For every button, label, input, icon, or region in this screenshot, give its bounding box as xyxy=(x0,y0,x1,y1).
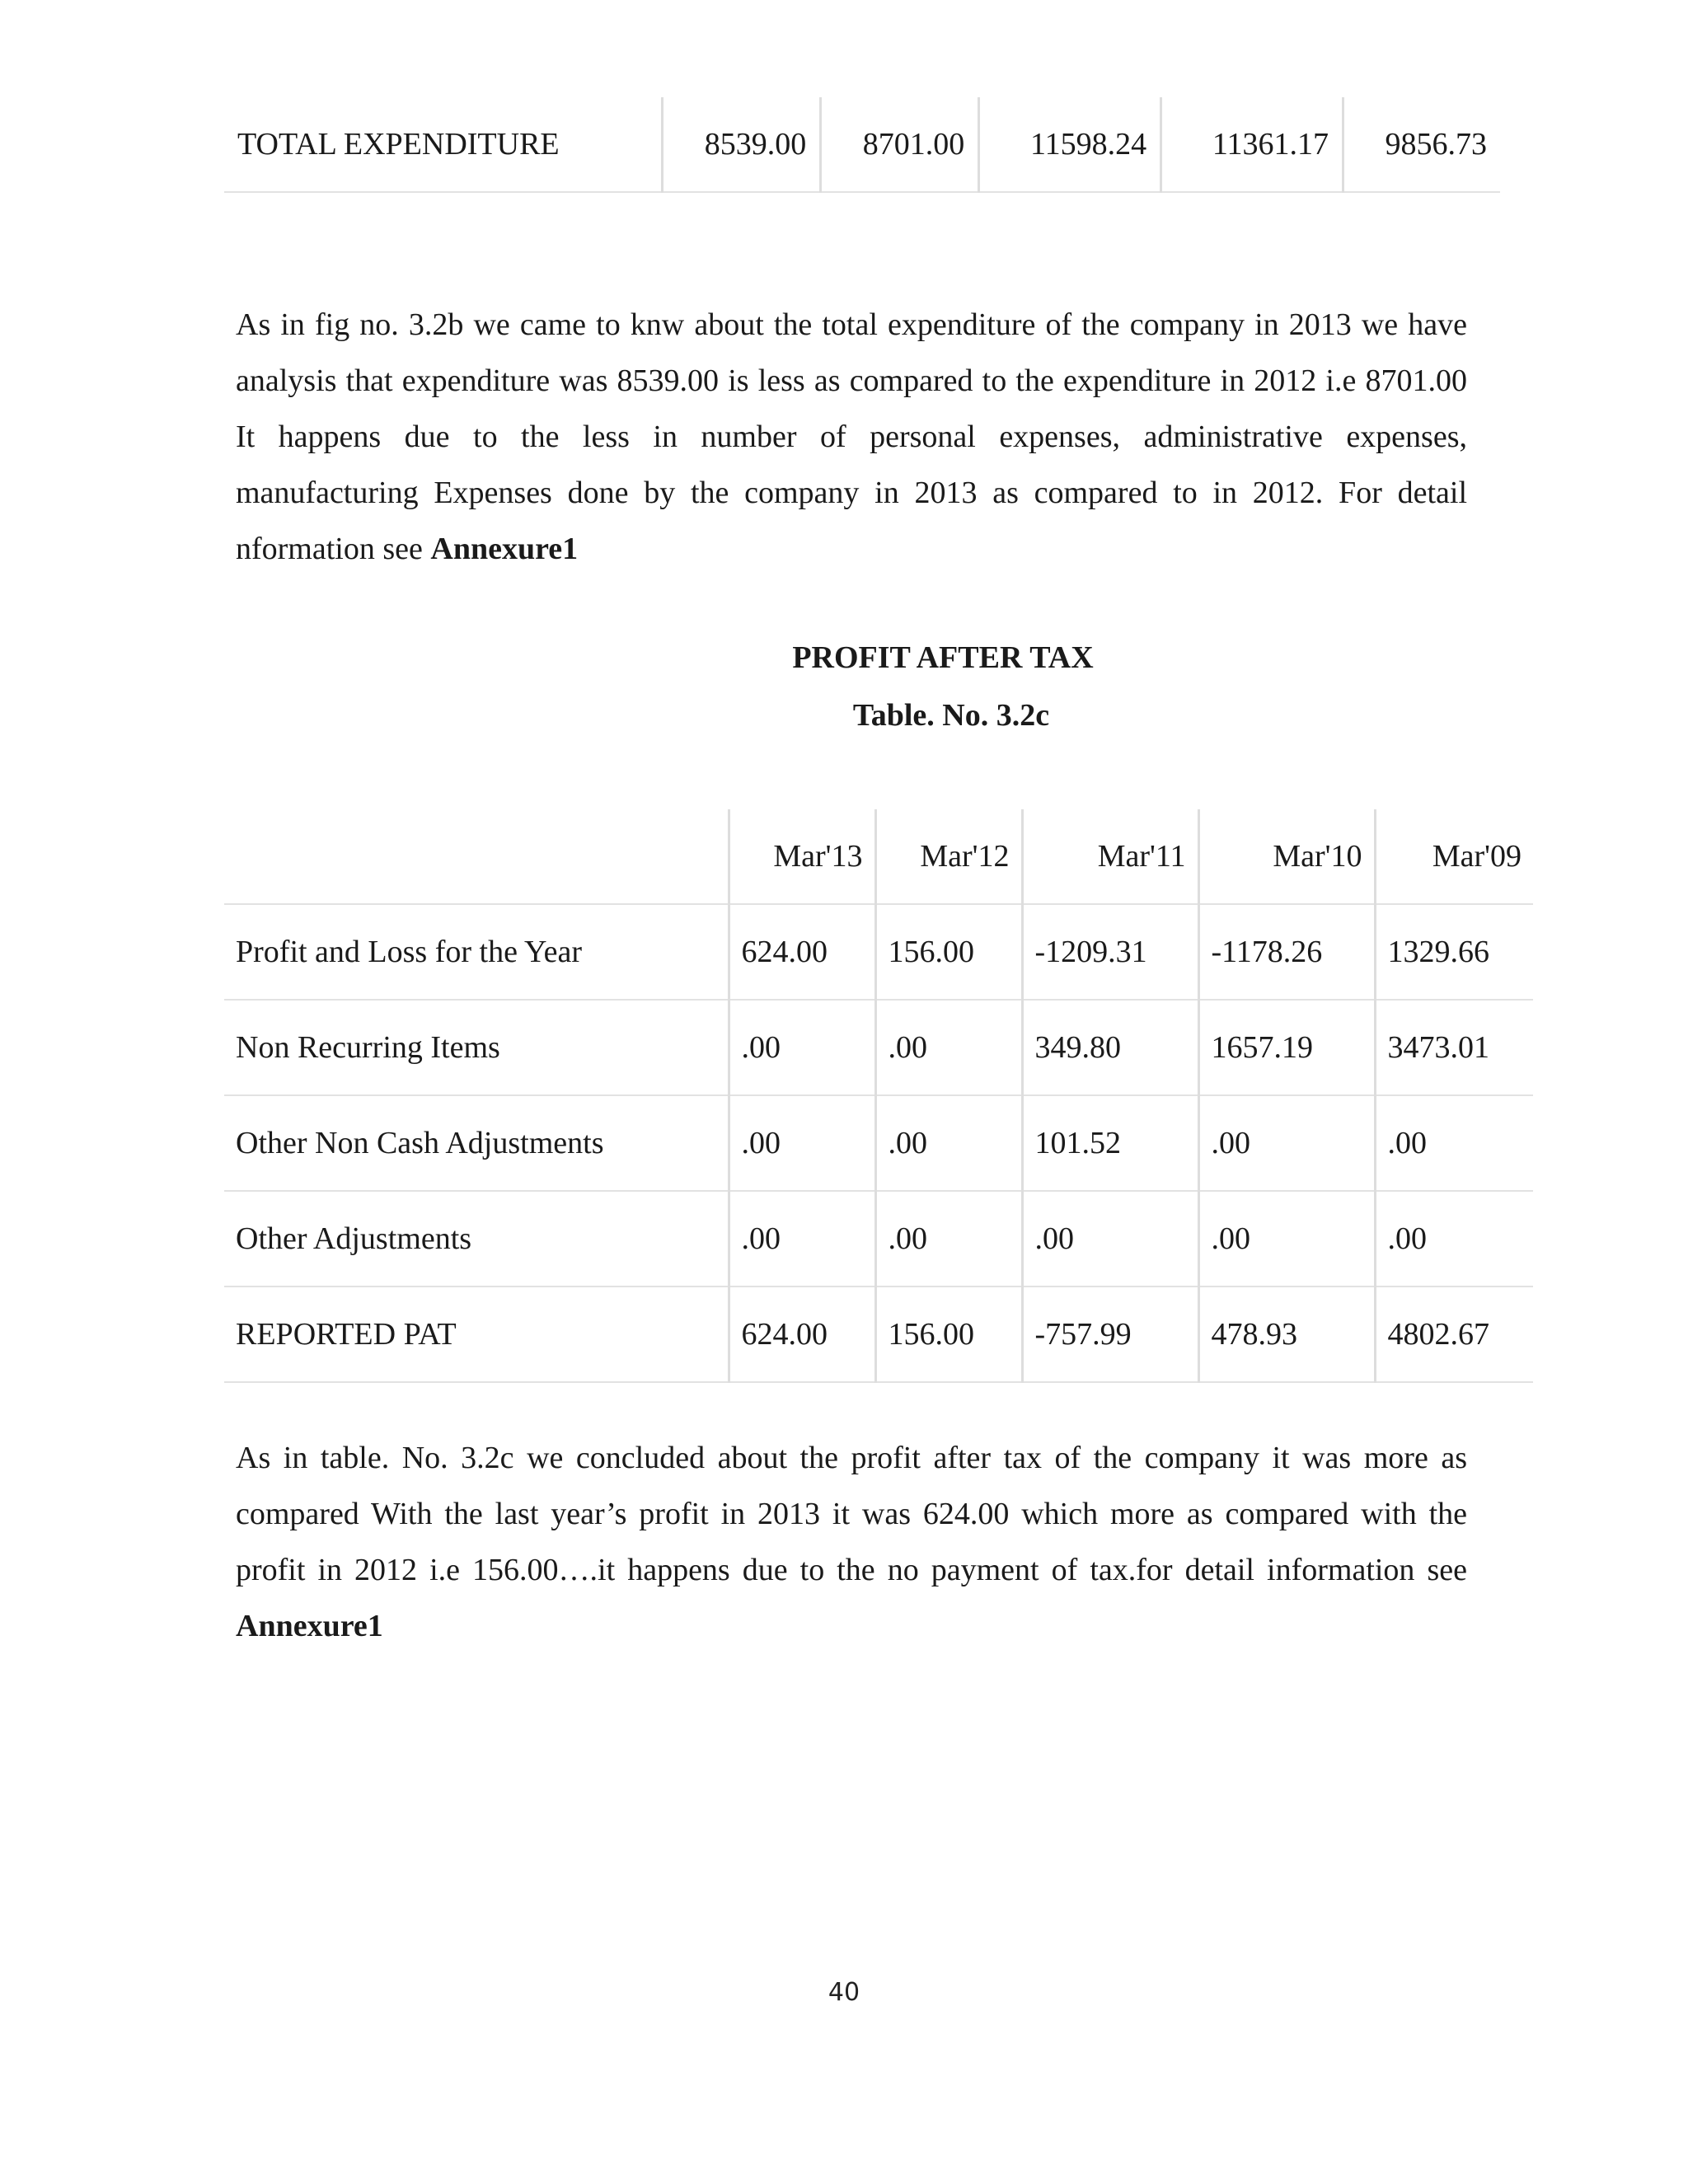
value-cell: 1657.19 xyxy=(1198,1000,1375,1095)
table-row xyxy=(224,97,1500,192)
column-header: Mar'10 xyxy=(1198,809,1375,904)
table-row xyxy=(224,1095,1533,1191)
value-cell: .00 xyxy=(875,1000,1022,1095)
value-cell: .00 xyxy=(729,1191,875,1286)
row-label: Non Recurring Items xyxy=(224,1000,729,1095)
table-row xyxy=(224,1286,1533,1382)
value-cell: .00 xyxy=(729,1095,875,1191)
value-cell: 624.00 xyxy=(729,904,875,1000)
column-header: Mar'09 xyxy=(1375,809,1533,904)
value-cell: .00 xyxy=(1198,1095,1375,1191)
column-header: Mar'11 xyxy=(1022,809,1198,904)
section-title: PROFIT AFTER TAX xyxy=(792,640,1094,675)
header-blank xyxy=(224,809,729,904)
table-row xyxy=(224,1000,1533,1095)
value-cell: 3473.01 xyxy=(1375,1000,1533,1095)
annexure-reference: Annexure1 xyxy=(236,1609,383,1643)
value-cell: .00 xyxy=(1198,1191,1375,1286)
value-cell: 4802.67 xyxy=(1375,1286,1533,1382)
value-cell: 8539.00 xyxy=(663,97,821,192)
table-row xyxy=(224,904,1533,1000)
value-cell: .00 xyxy=(875,1191,1022,1286)
value-cell: .00 xyxy=(875,1095,1022,1191)
row-label: REPORTED PAT xyxy=(224,1286,729,1382)
value-cell: 1329.66 xyxy=(1375,904,1533,1000)
table-caption: Table. No. 3.2c xyxy=(852,698,1050,733)
value-cell: 624.00 xyxy=(729,1286,875,1382)
profit-after-tax-table xyxy=(224,809,1533,1383)
value-cell: 11598.24 xyxy=(979,97,1161,192)
value-cell: .00 xyxy=(1022,1191,1198,1286)
paragraph-text: As in table. No. 3.2c we concluded about the profit after tax of the company it was more as compared With the last year’s profit in 2013 it was 624.00 which more as compared with the profit in 2012 i.e 156.00….it happens due to the no payment of tax.for detail information see xyxy=(236,1441,1467,1587)
table-row xyxy=(224,1191,1533,1286)
value-cell: 11361.17 xyxy=(1161,97,1343,192)
table-header-row xyxy=(224,809,1533,904)
value-cell: 8701.00 xyxy=(821,97,979,192)
value-cell: .00 xyxy=(729,1000,875,1095)
value-cell: -757.99 xyxy=(1022,1286,1198,1382)
value-cell: 478.93 xyxy=(1198,1286,1375,1382)
row-label: Other Adjustments xyxy=(224,1191,729,1286)
paragraph-text: As in fig no. 3.2b we came to knw about the total expenditure of the company in 2013 we have analysis that expenditure was 8539.00 is less as compared to the expenditure in 2012 i.e 8701.00 It happens due to the less in number of personal expenses, administrative expenses, manufacturing Expenses done by the company in 2013 as compared to in 2012. For detail nformation see xyxy=(236,307,1467,566)
value-cell: 349.80 xyxy=(1022,1000,1198,1095)
annexure-reference: Annexure1 xyxy=(430,532,579,566)
total-expenditure-table xyxy=(224,97,1500,193)
profit-analysis-paragraph xyxy=(236,1430,1467,1654)
value-cell: -1209.31 xyxy=(1022,904,1198,1000)
row-label: Other Non Cash Adjustments xyxy=(224,1095,729,1191)
value-cell: -1178.26 xyxy=(1198,904,1375,1000)
value-cell: 9856.73 xyxy=(1343,97,1500,192)
row-label: Profit and Loss for the Year xyxy=(224,904,729,1000)
value-cell: .00 xyxy=(1375,1191,1533,1286)
value-cell: 156.00 xyxy=(875,904,1022,1000)
row-label: TOTAL EXPENDITURE xyxy=(224,97,663,192)
page-number: 40 xyxy=(828,1978,860,2007)
value-cell: 101.52 xyxy=(1022,1095,1198,1191)
value-cell: 156.00 xyxy=(875,1286,1022,1382)
column-header: Mar'12 xyxy=(875,809,1022,904)
expenditure-analysis-paragraph xyxy=(236,297,1467,577)
column-header: Mar'13 xyxy=(729,809,875,904)
value-cell: .00 xyxy=(1375,1095,1533,1191)
